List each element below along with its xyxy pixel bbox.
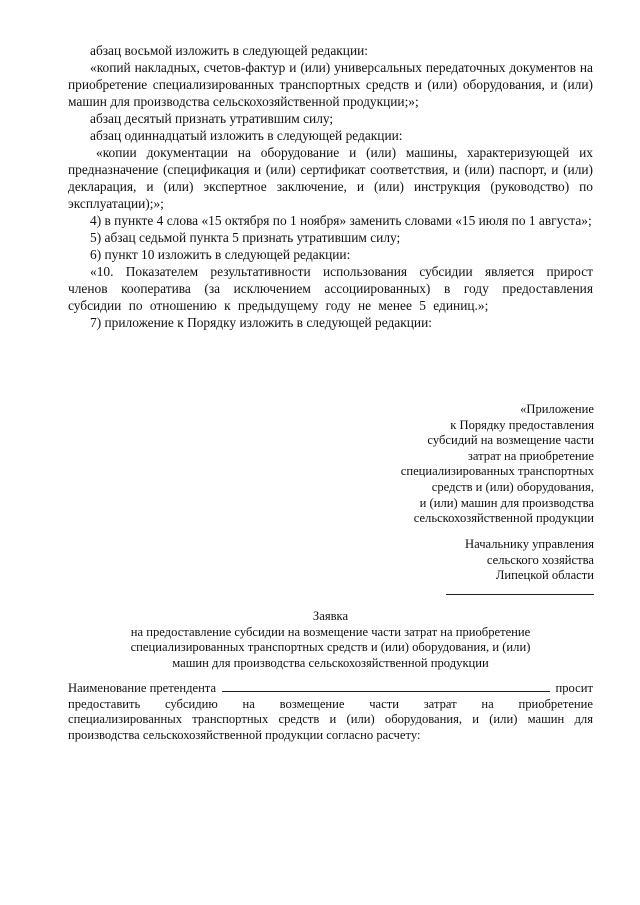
- claimant-paragraph: [68, 681, 593, 743]
- claimant-line: производства сельскохозяйственной продукции согласно расчету:: [68, 727, 421, 742]
- appendix-line: затрат на приобретение: [467, 448, 594, 463]
- application-subtitle-line: машин для производства сельскохозяйственной продукции: [172, 655, 489, 670]
- paragraph: абзац восьмой изложить в следующей редакции:: [90, 43, 369, 58]
- paragraph: абзац десятый признать утратившим силу;: [90, 111, 334, 126]
- appendix-header: [314, 402, 594, 527]
- appendix-line: «Приложение: [520, 402, 594, 416]
- paragraph: 6) пункт 10 изложить в следующей редакции:: [90, 247, 351, 262]
- claimant-line: предоставить субсидию на возмещение части затрат на приобретение: [68, 696, 593, 711]
- application-title: Заявка: [312, 609, 349, 623]
- addressee-line: сельского хозяйства: [486, 552, 594, 567]
- addressee-line: Липецкой области: [495, 568, 594, 583]
- paragraph: 7) приложение к Порядку изложить в следующей редакции:: [90, 315, 432, 330]
- claimant-line: специализированных транспортных средств и (или) оборудования, и (или) машин для: [68, 712, 593, 727]
- addressee-line: Начальнику управления: [465, 537, 594, 551]
- appendix-line: специализированных транспортных: [400, 464, 594, 479]
- claimant-name-row: [68, 681, 593, 697]
- paragraph: абзац одиннадцатый изложить в следующей редакции:: [90, 128, 403, 143]
- application-subtitle-line: на предоставление субсидии на возмещение части затрат на приобретение: [130, 624, 531, 639]
- claimant-name-field[interactable]: [222, 682, 549, 692]
- application-subtitle-line: специализированных транспортных средств и (или) оборудования, и (или): [130, 640, 531, 655]
- paragraph: 4) в пункте 4 слова «15 октября по 1 ноября» заменить словами «15 июля по 1 августа»;: [90, 213, 592, 228]
- claimant-label: Наименование претендента: [68, 681, 217, 695]
- claimant-request-word: просит: [555, 681, 593, 695]
- amendments-text: [68, 42, 593, 331]
- paragraph: «10. Показателем результативности использования субсидии является прирост членов кооператива (за исключением ассоциированных) в году предоставления субсидии по отношению к предыдущему году не менее 5 единиц.»;: [68, 264, 593, 313]
- application-title-block: [68, 609, 593, 671]
- addressee-block: [314, 537, 594, 599]
- appendix-line: средств и (или) оборудования,: [431, 479, 594, 494]
- paragraph: 5) абзац седьмой пункта 5 признать утратившим силу;: [90, 230, 401, 245]
- appendix-line: и (или) машин для производства: [419, 495, 594, 510]
- appendix-line: сельскохозяйственной продукции: [413, 511, 594, 526]
- appendix-line: к Порядку предоставления: [450, 417, 594, 432]
- paragraph: «копии документации на оборудование и (или) машины, характеризующей их предназначение (спецификация и (или) сертификат соответствия, и (или) паспорт, и (или) декларация, и (или) экспертное заключение, и (или) инструкция (руководство) по эксплуатации);»;: [68, 145, 593, 211]
- appendix-line: субсидий на возмещение части: [427, 433, 594, 448]
- paragraph: «копий накладных, счетов-фактур и (или) универсальных передаточных документов на приобретение специализированных транспортных средств и (или) оборудования, и (или) машин для производства сельскохозяйственной продукции;»;: [68, 60, 593, 109]
- addressee-signature-line: [446, 586, 594, 595]
